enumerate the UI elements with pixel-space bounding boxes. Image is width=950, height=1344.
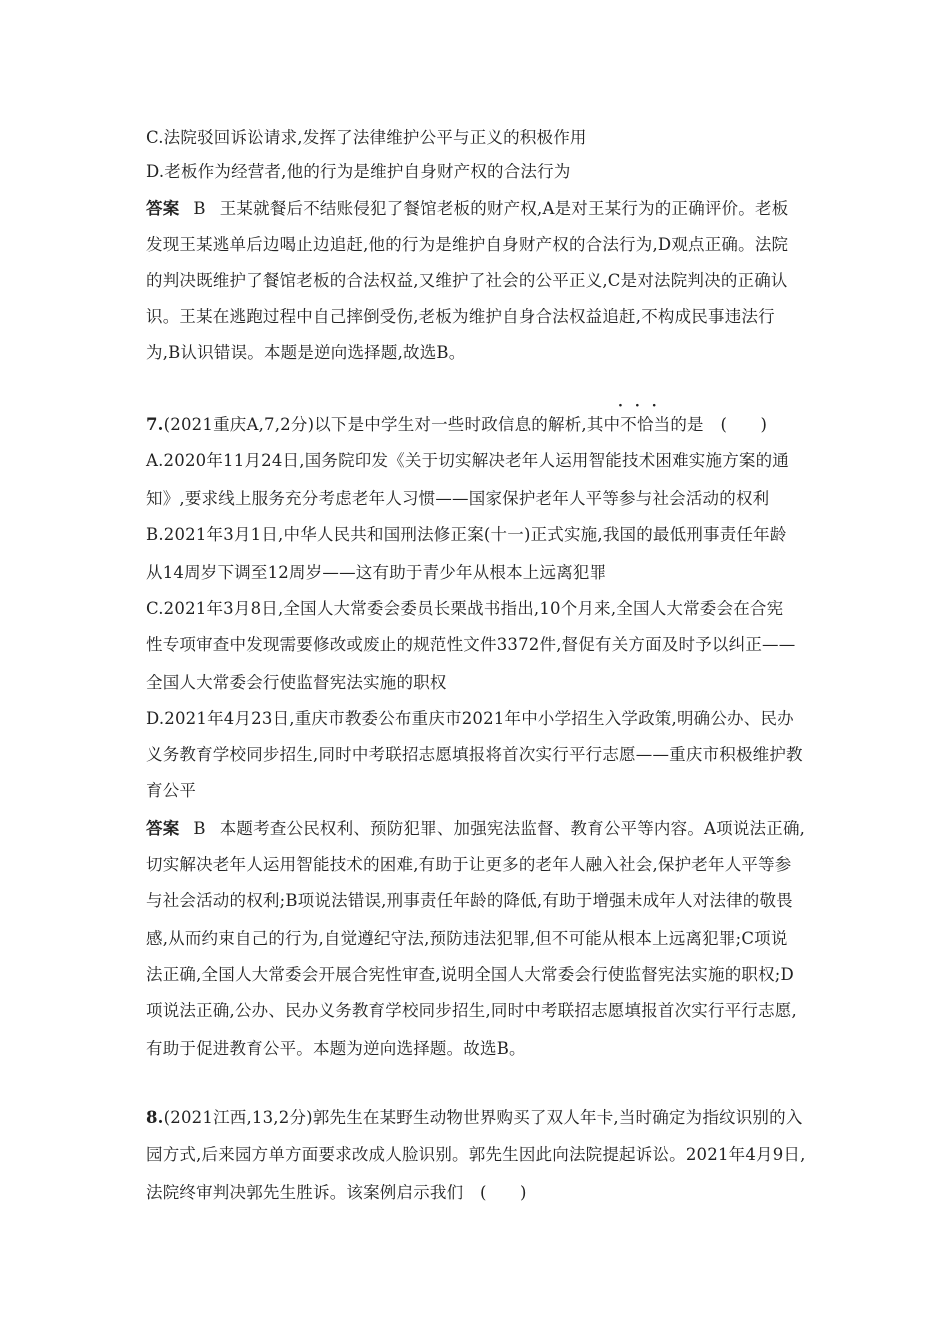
q7-option-d-2: 义务教育学校同步招生,同时中考联招志愿填报将首次实行平行志愿——重庆市积极维护教 <box>146 745 803 764</box>
q7-stem <box>146 415 767 435</box>
answer-label: 答案 <box>146 819 180 838</box>
answer-letter: B <box>193 199 206 218</box>
q6-explanation-4: 识。王某在逃跑过程中自己摔倒受伤,老板为维护自身合法权益追赶,不构成民事违法行 <box>146 307 775 326</box>
q7-explanation-7: 有助于促进教育公平。本题为逆向选择题。故选B。 <box>146 1039 526 1058</box>
q6-explanation-2: 发现王某逃单后边喝止边追赶,他的行为是维护自身财产权的合法行为,D观点正确。法院 <box>146 235 789 254</box>
q6-explanation-3: 的判决既维护了餐馆老板的合法权益,又维护了社会的公平正义,C是对法院判决的正确认 <box>146 271 788 290</box>
q6-option-c: C.法院驳回诉讼请求,发挥了法律维护公平与正义的积极作用 <box>146 128 587 147</box>
q7-option-b-2: 从14周岁下调至12周岁——这有助于青少年从根本上远离犯罪 <box>146 563 607 582</box>
q7-option-b-1: B.2021年3月1日,中华人民共和国刑法修正案(十一)正式实施,我国的最低刑事责任年龄 <box>146 525 787 544</box>
q7-answer-line-1 <box>146 819 805 839</box>
answer-letter: B <box>193 819 206 838</box>
q6-explanation-5: 为,B认识错误。本题是逆向选择题,故选B。 <box>146 343 466 362</box>
q8-number: 8. <box>146 1108 164 1127</box>
q7-explanation-3: 与社会活动的权利;B项说法错误,刑事责任年龄的降低,有助于增强未成年人对法律的敬畏 <box>146 891 793 910</box>
q8-stem-2: 园方式,后来园方单方面要求改成人脸识别。郭先生因此向法院提起诉讼。2021年4月9日, <box>146 1145 806 1164</box>
q6-option-d: D.老板作为经营者,他的行为是维护自身财产权的合法行为 <box>146 162 571 181</box>
q8-stem-text-1: (2021江西,13,2分)郭先生在某野生动物世界购买了双人年卡,当时确定为指纹识别的入 <box>163 1108 803 1127</box>
q6-answer-line-1 <box>146 199 788 219</box>
q7-option-d-3: 育公平 <box>146 781 197 800</box>
q7-explanation-1: 本题考查公民权利、预防犯罪、加强宪法监督、教育公平等内容。A项说法正确, <box>219 819 806 838</box>
q7-option-c-2: 性专项审查中发现需要修改或废止的规范性文件3372件,督促有关方面及时予以纠正—— <box>146 635 796 654</box>
q7-stem-text: (2021重庆A,7,2分)以下是中学生对一些时政信息的解析,其中不恰当的是 ( ) <box>163 415 768 434</box>
q8-stem-3: 法院终审判决郭先生胜诉。该案例启示我们 ( ) <box>146 1183 527 1202</box>
q7-explanation-5: 法正确,全国人大常委会开展合宪性审查,说明全国人大常委会行使监督宪法实施的职权;D <box>146 965 794 984</box>
q7-explanation-2: 切实解决老年人运用智能技术的困难,有助于让更多的老年人融入社会,保护老年人平等参 <box>146 855 792 874</box>
q8-stem-1 <box>146 1108 803 1128</box>
answer-label: 答案 <box>146 199 180 218</box>
q7-explanation-6: 项说法正确,公办、民办义务教育学校同步招生,同时中考联招志愿填报首次实行平行志愿, <box>146 1001 797 1020</box>
q7-option-a-2: 知》,要求线上服务充分考虑老年人习惯——国家保护老年人平等参与社会活动的权利 <box>146 489 770 508</box>
q7-explanation-4: 感,从而约束自己的行为,自觉遵纪守法,预防违法犯罪,但不可能从根本上远离犯罪;C项说 <box>146 929 788 948</box>
q6-explanation-1: 王某就餐后不结账侵犯了餐馆老板的财产权,A是对王某行为的正确评价。老板 <box>219 199 789 218</box>
emphasis-dots: ··· <box>618 398 669 414</box>
q7-number: 7. <box>146 415 164 434</box>
q7-option-c-1: C.2021年3月8日,全国人大常委会委员长栗战书指出,10个月来,全国人大常委会在合宪 <box>146 599 784 618</box>
q7-option-a-1: A.2020年11月24日,国务院印发《关于切实解决老年人运用智能技术困难实施方案的通 <box>146 451 789 470</box>
q7-option-c-3: 全国人大常委会行使监督宪法实施的职权 <box>146 673 447 692</box>
q7-option-d-1: D.2021年4月23日,重庆市教委公布重庆市2021年中小学招生入学政策,明确公办、民办 <box>146 709 794 728</box>
